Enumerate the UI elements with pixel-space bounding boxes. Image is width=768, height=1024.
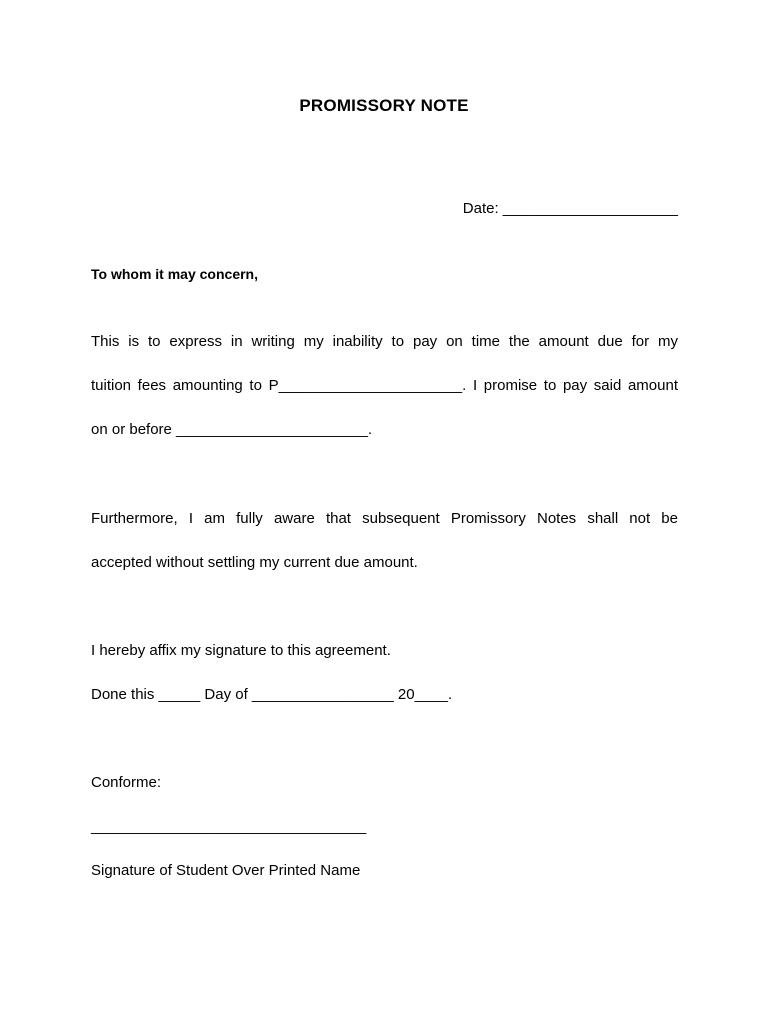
conforme-label: Conforme: xyxy=(91,774,162,791)
paragraph-inability-to-pay xyxy=(91,320,678,452)
paragraph-furthermore xyxy=(91,497,678,585)
paragraph-line: Furthermore, I am fully aware that subsequent Promissory Notes shall not be xyxy=(91,510,678,527)
document-title: PROMISSORY NOTE xyxy=(299,96,469,115)
date-line: Date: _____________________ xyxy=(462,200,678,217)
paragraph-line: tuition fees amounting to P______________________. I promise to pay said amount xyxy=(91,377,678,394)
affix-statement: I hereby affix my signature to this agreement. xyxy=(91,642,391,659)
signature-line: _________________________________ xyxy=(91,818,367,835)
paragraph-line: on or before _______________________. xyxy=(91,421,373,438)
paragraph-line: This is to express in writing my inability to pay on time the amount due for my xyxy=(91,333,678,350)
salutation: To whom it may concern, xyxy=(91,266,258,282)
paragraph-line: accepted without settling my current due amount. xyxy=(91,554,418,571)
signature-caption: Signature of Student Over Printed Name xyxy=(91,862,361,879)
done-this-line: Done this _____ Day of _________________ 20____. xyxy=(91,686,453,703)
